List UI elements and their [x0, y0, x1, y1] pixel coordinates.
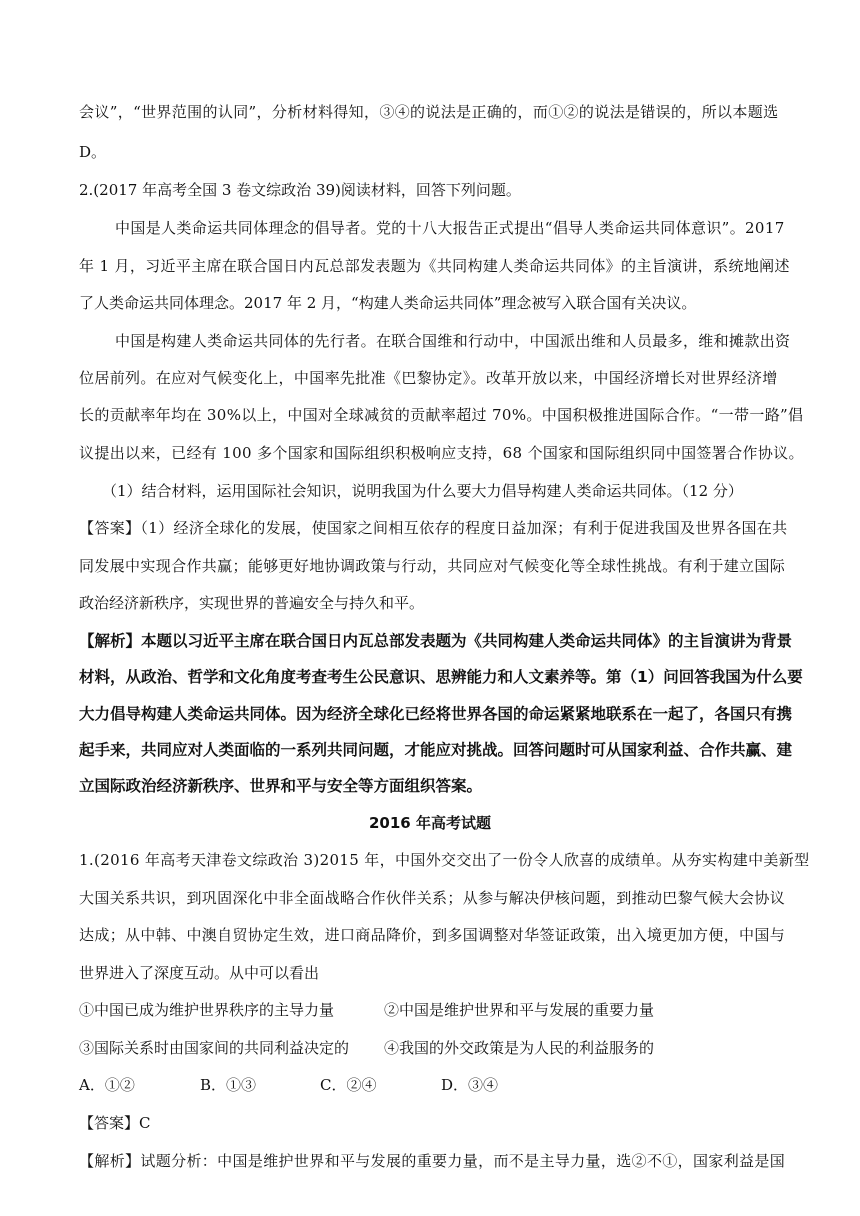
analysis-line: 【解析】试题分析：中国是维护世界和平与发展的重要力量，而不是主导力量，选②不①，国家利益是国 — [79, 1152, 786, 1170]
text-line: 长的贡献率年均在 30%以上，中国对全球减贫的贡献率超过 70%。中国积极推进国际合作。“一带一路”倡 — [79, 406, 804, 424]
question-line: 大国关系共识，到巩固深化中非全面战略合作伙伴关系；从参与解决伊核问题，到推动巴黎气候大会协议 — [79, 889, 786, 907]
choice-b: B．①③ — [200, 1076, 257, 1094]
analysis-line: 【解析】本题以习近平主席在联合国日内瓦总部发表题为《共同构建人类命运共同体》的主旨演讲为背景 — [79, 632, 793, 650]
statement-2: ②中国是维护世界和平与发展的重要力量 — [384, 1001, 655, 1019]
choice-c: C．②④ — [320, 1076, 377, 1094]
statement-3: ③国际关系时由国家间的共同利益决定的 — [79, 1039, 350, 1057]
statement-1: ①中国已成为维护世界秩序的主导力量 — [79, 1001, 335, 1019]
text-line: 年 1 月，习近平主席在联合国日内瓦总部发表题为《共同构建人类命运共同体》的主旨演讲，系统地阐述 — [79, 257, 790, 275]
text-line: 位居前列。在应对气候变化上，中国率先批准《巴黎协定》。改革开放以来，中国经济增长对世界经济增 — [79, 369, 778, 387]
answer-line: 【答案】（1）经济全球化的发展，使国家之间相互依存的程度日益加深；有利于促进我国及世界各国在共 — [79, 519, 788, 537]
choice-d: D．③④ — [441, 1076, 499, 1094]
analysis-line: 大力倡导构建人类命运共同体。因为经济全球化已经将世界各国的命运紧紧地联系在一起了，各国只有携 — [79, 705, 793, 723]
section-title: 2016 年高考试题 — [369, 814, 491, 832]
text-line: 中国是构建人类命运共同体的先行者。在联合国维和行动中，中国派出维和人员最多，维和摊款出资 — [115, 332, 791, 350]
question-line: 世界进入了深度互动。从中可以看出 — [79, 964, 320, 982]
text-line: D。 — [79, 143, 107, 161]
answer-line: 同发展中实现合作共赢；能够更好地协调政策与行动，共同应对气候变化等全球性挑战。有利于建立国际 — [79, 557, 786, 575]
statement-4: ④我国的外交政策是为人民的利益服务的 — [384, 1039, 655, 1057]
question-line: 达成；从中韩、中澳自贸协定生效，进口商品降价，到多国调整对华签证政策，出入境更加方便，中国与 — [79, 926, 786, 944]
text-line: 议提出以来，已经有 100 多个国家和国际组织积极响应支持，68 个国家和国际组织同中国签署合作协议。 — [79, 444, 804, 462]
analysis-line: 起手来，共同应对人类面临的一系列共同问题，才能应对挑战。回答问题时可从国家利益、合作共赢、建 — [79, 741, 793, 759]
text-line: 会议”，“世界范围的认同”，分析材料得知，③④的说法是正确的，而①②的说法是错误的，所以本题选 — [79, 103, 779, 121]
analysis-line: 立国际政治经济新秩序、世界和平与安全等方面组织答案。 — [79, 777, 483, 795]
text-line: 了人类命运共同体理念。2017 年 2 月，“构建人类命运共同体”理念被写入联合国有关决议。 — [79, 294, 697, 312]
analysis-line: 材料，从政治、哲学和文化角度考查考生公民意识、思辨能力和人文素养等。第（1）问回答我国为什么要 — [79, 668, 803, 686]
sub-question: （1）结合材料，运用国际社会知识，说明我国为什么要大力倡导构建人类命运共同体。（12 分） — [102, 482, 743, 500]
answer-line: 政治经济新秩序，实现世界的普遍安全与持久和平。 — [79, 594, 425, 612]
answer-line: 【答案】C — [79, 1114, 151, 1132]
choice-a: A．①② — [79, 1076, 135, 1094]
text-line: 中国是人类命运共同体理念的倡导者。党的十八大报告正式提出“倡导人类命运共同体意识”。2017 — [115, 219, 785, 237]
question-heading: 2.(2017 年高考全国 3 卷文综政治 39)阅读材料，回答下列问题。 — [79, 181, 521, 199]
question-line: 1.(2016 年高考天津卷文综政治 3)2015 年，中国外交交出了一份令人欣喜的成绩单。从夯实构建中美新型 — [79, 851, 810, 869]
